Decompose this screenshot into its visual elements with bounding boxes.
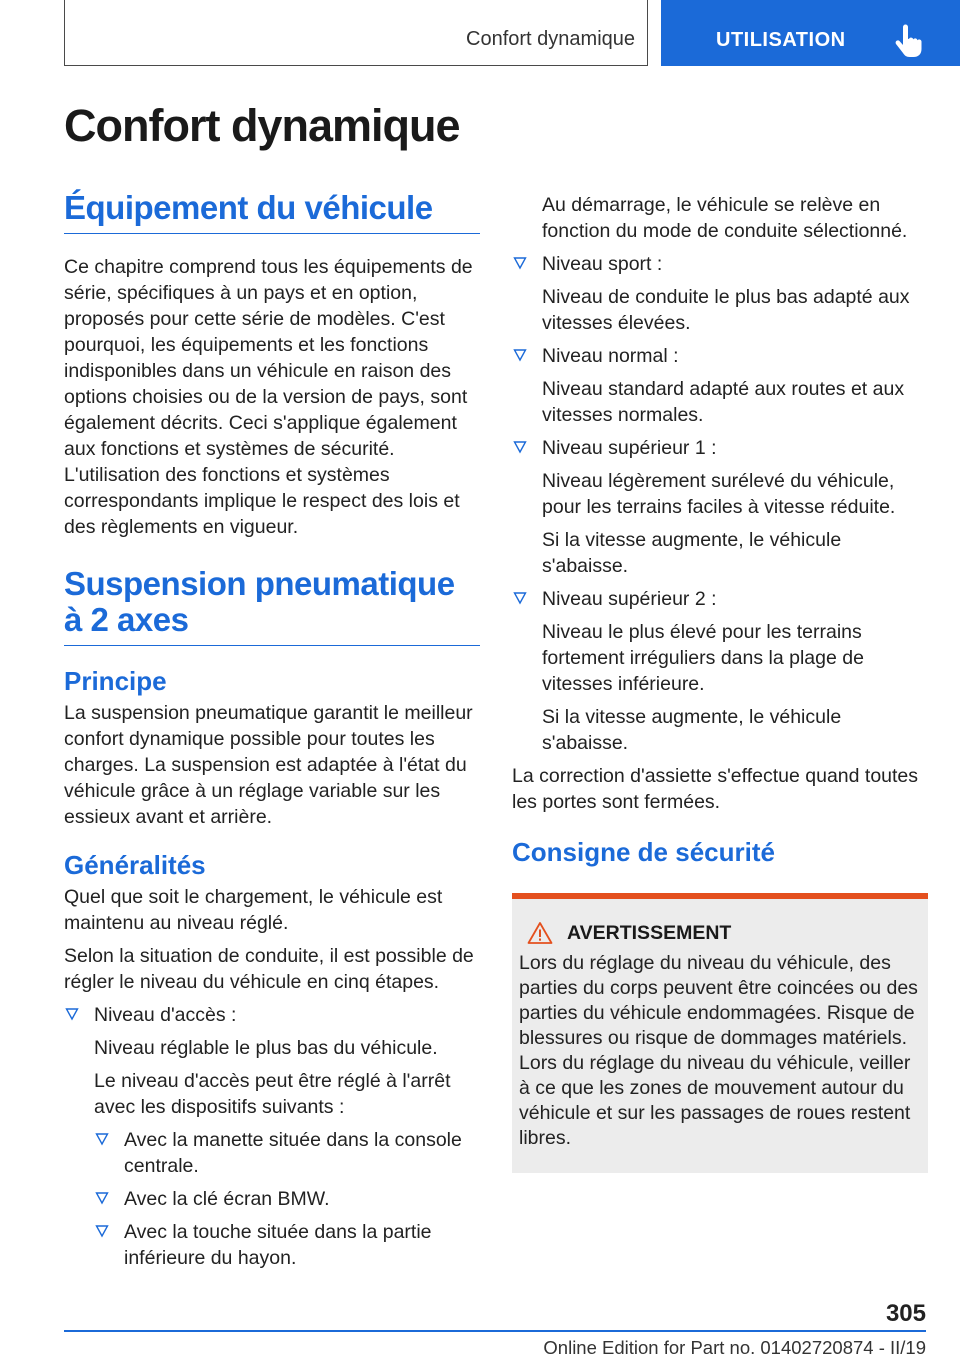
right-column (512, 192, 928, 1173)
sublist-item-text: Avec la manette située dans la console centrale. (124, 1129, 462, 1177)
header-section-title: Confort dynamique (466, 28, 635, 50)
heading-suspension: Suspension pneumatique à 2 axes (64, 566, 480, 646)
list-item-title: Niveau d'accès : (94, 1004, 237, 1026)
sublist-item (94, 1219, 480, 1271)
warning-header (519, 921, 920, 945)
triangle-bullet-icon (513, 440, 527, 454)
paragraph-equipement: Ce chapitre comprend tous les équipements de série, spécifiques à un pays et en option, proposés pour cette série de modèles. C'est pourquoi, les équipements et les fonctions indisponibles dans un véhicule en raison des options choisies ou de la version de pays, sont également décrits. Ceci s'applique également aux fonctions et systèmes de sécurité. L'utilisation des fonctions et systèmes correspondants implique le respect des lois et des règlements en vigueur. (64, 256, 473, 538)
list-item-niveau-acces (64, 1002, 480, 1271)
left-column (64, 190, 480, 1278)
page-title: Confort dynamique (64, 100, 460, 151)
list-item-title: Niveau supérieur 1 : (542, 437, 717, 459)
paragraph-generalites-1: Quel que soit le chargement, le véhicule est maintenu au niveau réglé. (64, 886, 443, 934)
footer-edition: Online Edition for Part no. 01402720874 - II/19 (543, 1337, 926, 1358)
list-item-continuation (512, 192, 928, 244)
triangle-bullet-icon (95, 1224, 109, 1238)
list-item-niveau-superieur-2 (512, 586, 928, 756)
warning-title: AVERTISSEMENT (567, 921, 732, 944)
list-item-desc: Niveau standard adapté aux routes et aux vitesses normales. (542, 378, 905, 426)
warning-box (512, 893, 928, 1173)
pointing-hand-icon (893, 24, 923, 58)
paragraph-generalites-2: Selon la situation de conduite, il est possible de régler le niveau du véhicule en cinq étapes. (64, 945, 474, 993)
list-item-extra: Si la vitesse augmente, le véhicule s'abaisse. (542, 706, 842, 754)
heading-generalites: Généralités (64, 850, 206, 880)
list-item-niveau-superieur-1 (512, 435, 928, 579)
sublist-item (94, 1127, 480, 1179)
warning-text: Lors du réglage du niveau du véhicule, des parties du corps peuvent être coincées ou des parties du véhicule endommagées. Risque de blessures ou risque de dommages matériels. Lors du réglage du niveau du véhicule, veiller à ce que les zones de mouvement autour du véhicule et sur les passages de roues restent libres. (519, 952, 918, 1149)
list-item-desc: Niveau le plus élevé pour les terrains fortement irréguliers dans la plage de vitesses inférieure. (542, 621, 864, 695)
list-item-title: Niveau sport : (542, 253, 663, 275)
triangle-bullet-icon (95, 1191, 109, 1205)
sublist-item (94, 1186, 480, 1212)
sublist-item-text: Avec la clé écran BMW. (124, 1188, 330, 1210)
triangle-bullet-icon (513, 591, 527, 605)
paragraph-demarrage: Au démarrage, le véhicule se relève en fonction du mode de conduite sélectionné. (542, 194, 908, 242)
list-item-title: Niveau normal : (542, 345, 679, 367)
list-item-extra: Si la vitesse augmente, le véhicule s'abaisse. (542, 529, 842, 577)
level-list-left (64, 1002, 480, 1271)
list-item-niveau-sport (512, 251, 928, 336)
sublist-item-text: Avec la touche située dans la partie inférieure du hayon. (124, 1221, 432, 1269)
heading-equipement: Équipement du véhicule (64, 190, 480, 234)
level-list-right (512, 192, 928, 756)
list-item-niveau-normal (512, 343, 928, 428)
list-item-title: Niveau supérieur 2 : (542, 588, 717, 610)
list-item-desc: Niveau réglable le plus bas du véhicule. (94, 1037, 438, 1059)
triangle-bullet-icon (65, 1007, 79, 1021)
triangle-bullet-icon (95, 1132, 109, 1146)
list-item-desc: Niveau légèrement surélevé du véhicule, pour les terrains faciles à vitesse réduite. (542, 470, 896, 518)
paragraph-principe: La suspension pneumatique garantit le meilleur confort dynamique possible pour toutes les charges. La suspension est adaptée à l'état du véhicule grâce à un réglage variable sur les essieux avant et arrière. (64, 702, 473, 828)
list-item-desc: Niveau de conduite le plus bas adapté aux vitesses élevées. (542, 286, 910, 334)
heading-consigne: Consigne de sécurité (512, 837, 775, 867)
triangle-bullet-icon (513, 348, 527, 362)
list-item-desc-2: Le niveau d'accès peut être réglé à l'arrêt avec les dispositifs suivants : (94, 1070, 451, 1118)
paragraph-correction: La correction d'assiette s'effectue quand toutes les portes sont fermées. (512, 765, 919, 813)
heading-principe: Principe (64, 666, 167, 696)
chapter-tab[interactable] (661, 0, 960, 66)
chapter-tab-label: UTILISATION (716, 29, 846, 51)
footer-rule (64, 1330, 926, 1332)
warning-triangle-icon (527, 921, 553, 945)
page-number: 305 (885, 1300, 926, 1327)
header-breadcrumb-box (64, 0, 648, 66)
device-sublist (94, 1127, 480, 1271)
triangle-bullet-icon (513, 256, 527, 270)
